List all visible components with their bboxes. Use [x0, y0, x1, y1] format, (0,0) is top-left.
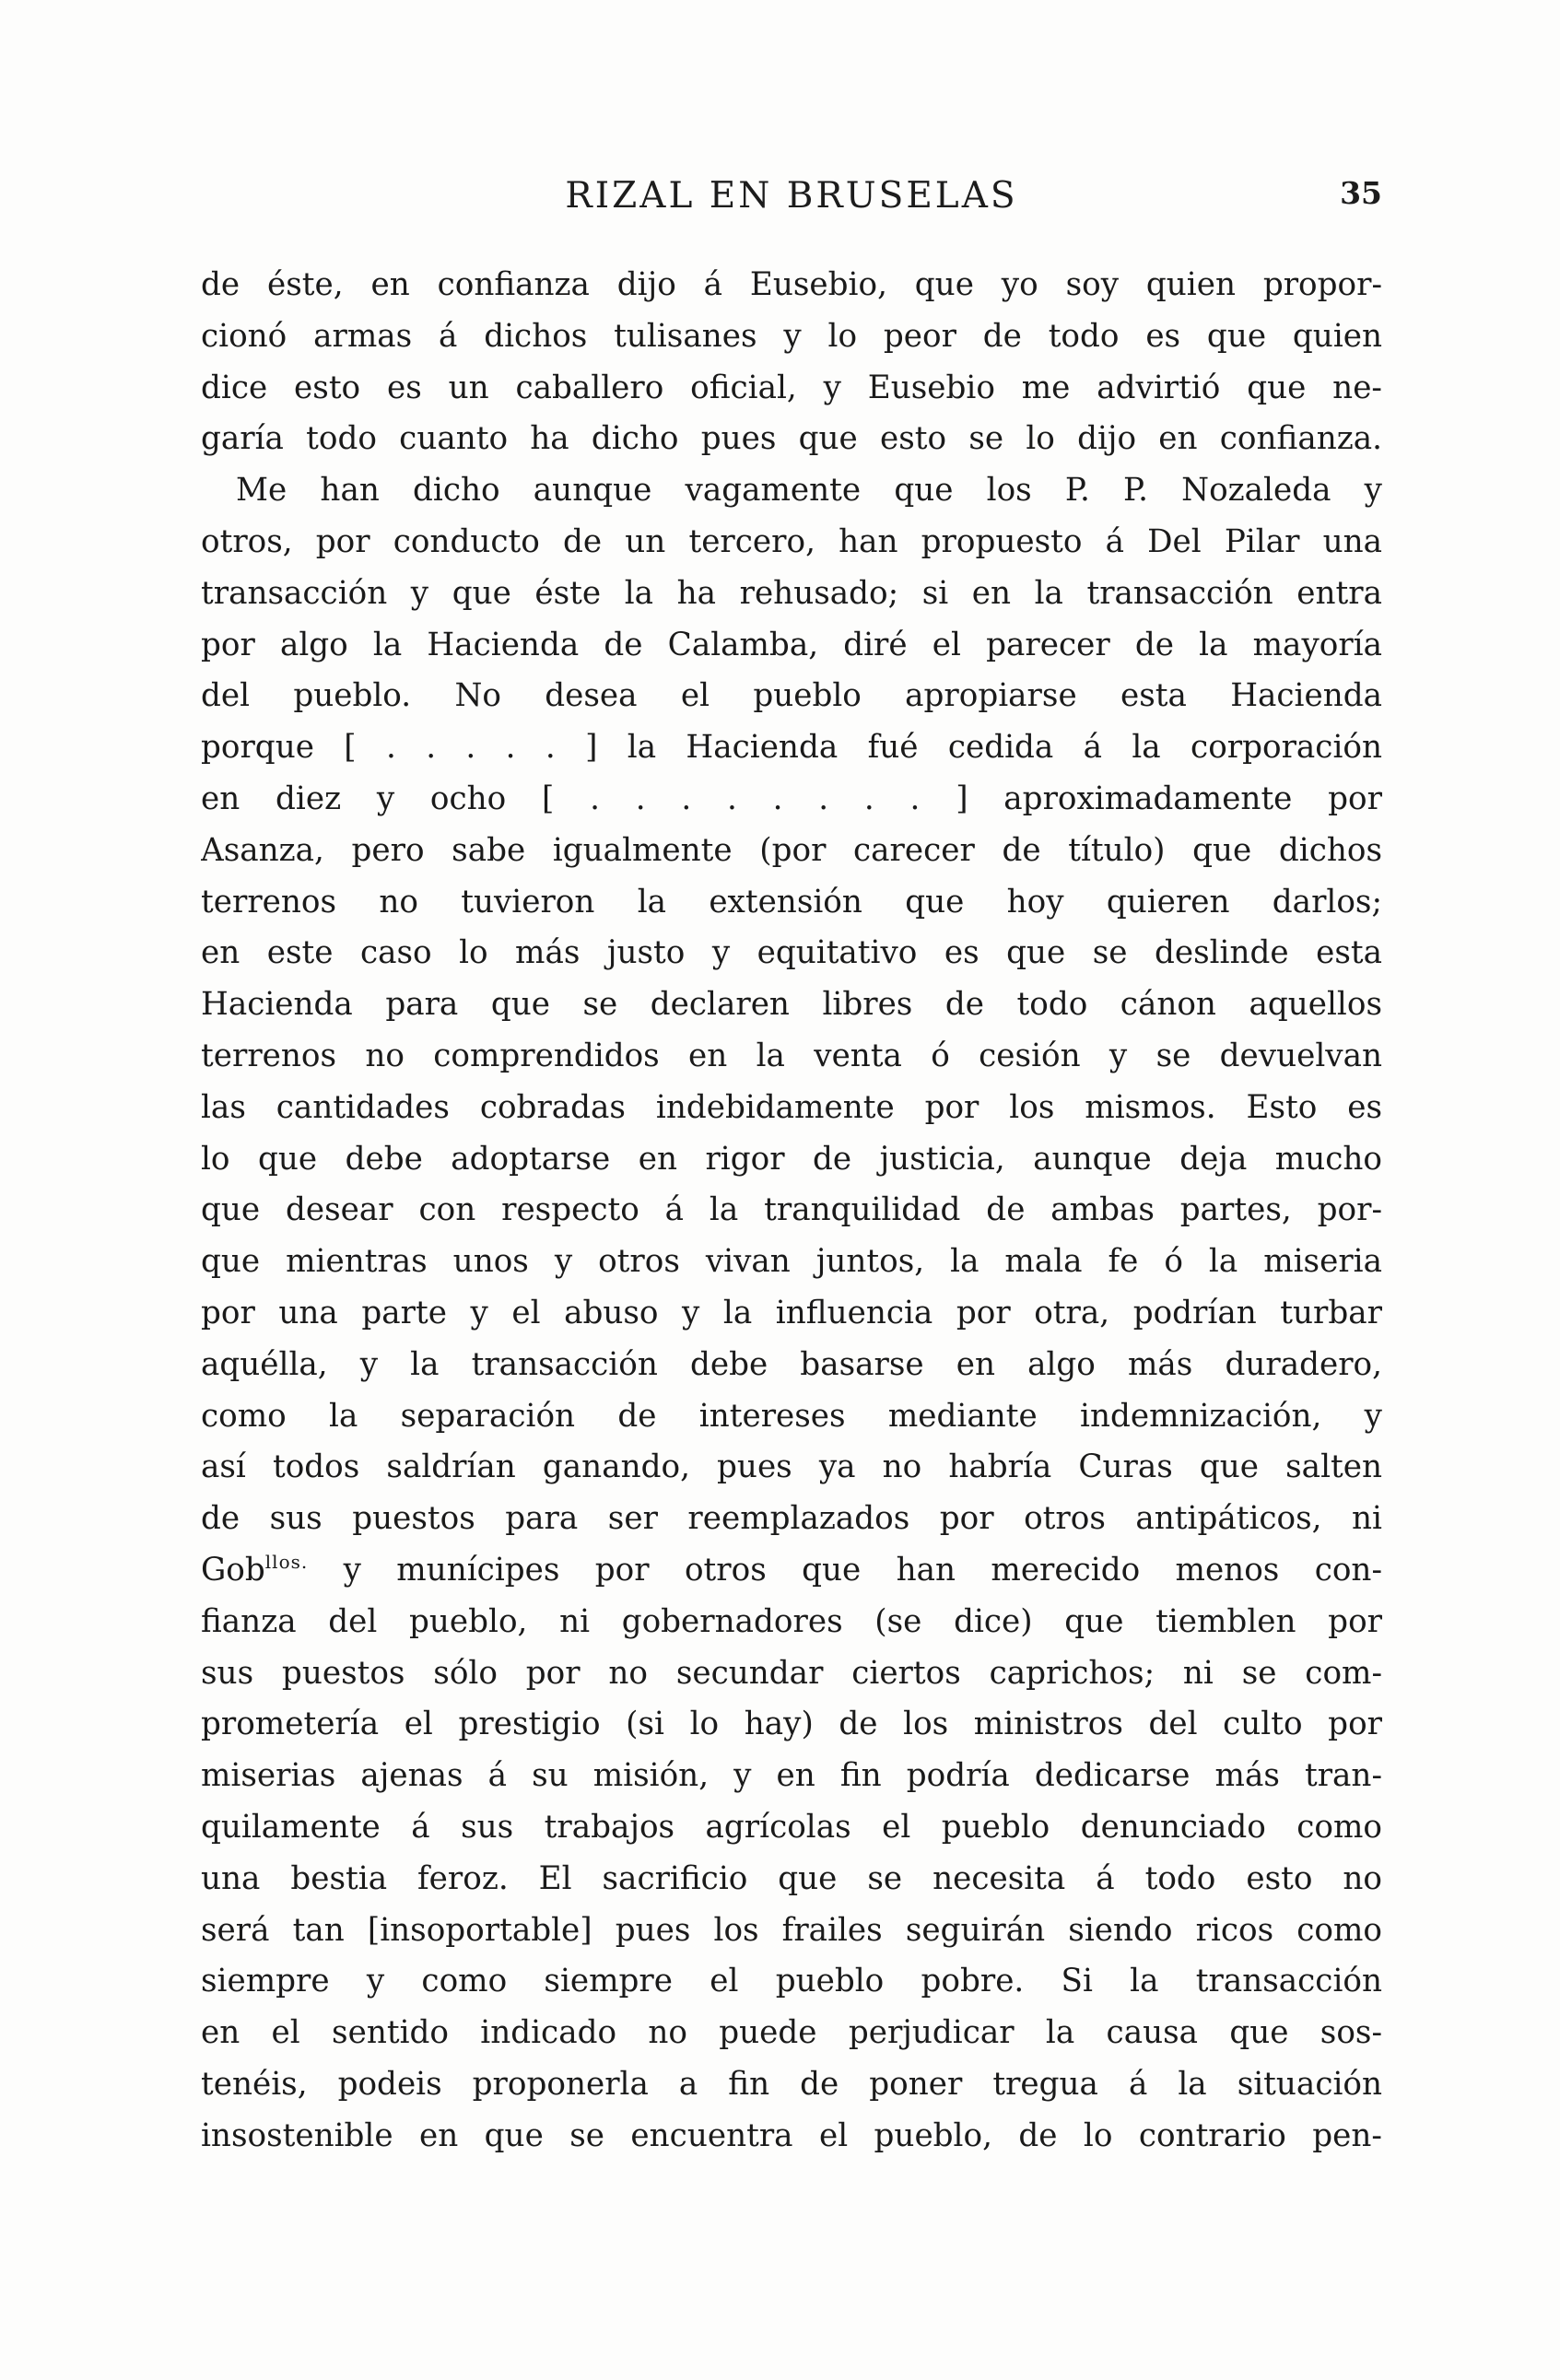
text-line: fianza del pueblo, ni gobernadores (se dice) que tiemblen por: [201, 1602, 1382, 1640]
text-line: una bestia feroz. El sacrificio que se necesita á todo esto no: [201, 1859, 1382, 1897]
text-line: que mientras unos y otros vivan juntos, la mala fe ó la miseria: [201, 1243, 1382, 1281]
text-line: miserias ajenas á su misión, y en fin podría dedicarse más tran-: [201, 1757, 1382, 1795]
text-line: quilamente á sus trabajos agrícolas el pueblo denunciado como: [201, 1808, 1382, 1846]
text-line: por una parte y el abuso y la influencia por otra, podrían turbar: [201, 1294, 1382, 1331]
abbr-superscript: llos.: [264, 1550, 309, 1573]
text-line: como la separación de intereses mediante indemnización, y: [201, 1397, 1382, 1435]
text-line: de éste, en confianza dijo á Eusebio, que yo soy quien propor-: [201, 266, 1382, 303]
text-line: tenéis, podeis proponerla a fin de poner tregua á la situación: [201, 2065, 1382, 2103]
text-line: en este caso lo más justo y equitativo es que se deslinde esta: [201, 934, 1382, 972]
text-line: terrenos no comprendidos en la venta ó cesión y se devuelvan: [201, 1037, 1382, 1074]
body-text: [201, 260, 1382, 2162]
running-head: [201, 175, 1382, 230]
text-line: insostenible en que se encuentra el pueblo, de lo contrario pen-: [201, 2116, 1382, 2154]
text-line-gobllos: [201, 1545, 1382, 1597]
text-line: terrenos no tuvieron la extensión que hoy quieren darlos;: [201, 883, 1382, 920]
text-line: prometería el prestigio (si lo hay) de los ministros del culto por: [201, 1706, 1382, 1743]
text-line: Asanza, pero sabe igualmente (por carecer de título) que dichos: [201, 831, 1382, 869]
text-line: Hacienda para que se declaren libres de todo cánon aquellos: [201, 986, 1382, 1024]
text-line: por algo la Hacienda de Calamba, diré el parecer de la mayoría: [201, 626, 1382, 663]
text-line: siempre y como siempre el pueblo pobre. Si la transacción: [201, 1963, 1382, 2000]
text-line: dice esto es un caballero oficial, y Eusebio me advirtió que ne-: [201, 369, 1382, 406]
text-line: del pueblo. No desea el pueblo apropiarse esta Hacienda: [201, 677, 1382, 715]
line-rest: y munícipes por otros que han merecido menos con-: [308, 1551, 1382, 1589]
text-line: sus puestos sólo por no secundar ciertos caprichos; ni se com-: [201, 1654, 1382, 1692]
text-line: las cantidades cobradas indebidamente por los mismos. Esto es: [201, 1088, 1382, 1126]
text-line: en el sentido indicado no puede perjudicar la causa que sos-: [201, 2014, 1382, 2052]
text-line: que desear con respecto á la tranquilidad de ambas partes, por-: [201, 1191, 1382, 1229]
text-line: cionó armas á dichos tulisanes y lo peor de todo es que quien: [201, 317, 1382, 355]
text-line: garía todo cuanto ha dicho pues que esto se lo dijo en confianza.: [201, 420, 1382, 458]
text-line: en diez y ocho [ . . . . . . . . ] aproximadamente por: [201, 780, 1382, 817]
abbr-prefix: Gob: [201, 1551, 265, 1589]
text-line: aquélla, y la transacción debe basarse en algo más duradero,: [201, 1345, 1382, 1383]
text-line: otros, por conducto de un tercero, han propuesto á Del Pilar una: [201, 522, 1382, 560]
page-number: 35: [1340, 175, 1382, 211]
text-line: lo que debe adoptarse en rigor de justicia, aunque deja mucho: [201, 1140, 1382, 1178]
text-line: así todos saldrían ganando, pues ya no habría Curas que salten: [201, 1448, 1382, 1486]
text-line: será tan [insoportable] pues los frailes seguirán siendo ricos como: [201, 1911, 1382, 1949]
text-line: Me han dicho aunque vagamente que los P. P. Nozaleda y: [236, 472, 1382, 510]
text-line: de sus puestos para ser reemplazados por otros antipáticos, ni: [201, 1500, 1382, 1538]
text-line: porque [ . . . . . ] la Hacienda fué cedida á la corporación: [201, 729, 1382, 767]
text-line: transacción y que éste la ha rehusado; si en la transacción entra: [201, 574, 1382, 612]
running-title: RIZAL EN BRUSELAS: [565, 175, 1018, 217]
